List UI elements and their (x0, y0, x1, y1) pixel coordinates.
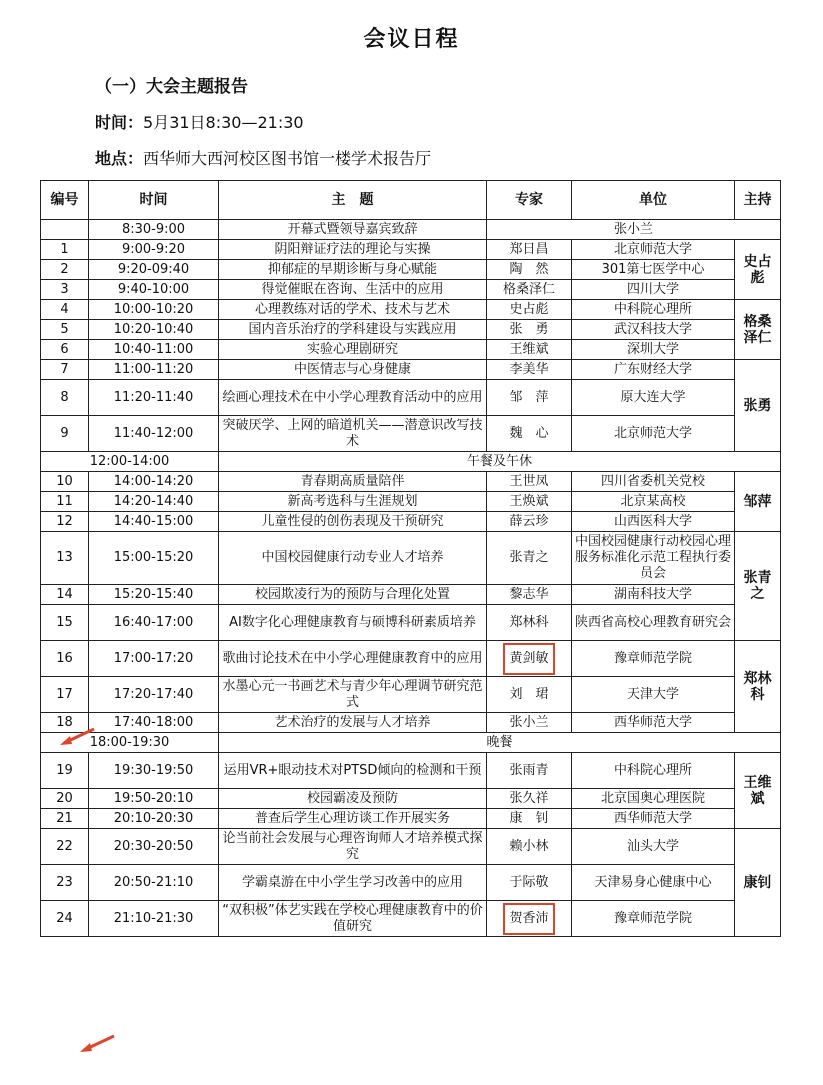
host-cell: 郑林科 (735, 641, 781, 733)
header-host: 主持 (735, 181, 781, 220)
row-no: 21 (41, 809, 89, 829)
row-unit: 深圳大学 (572, 340, 735, 360)
table-row (41, 677, 781, 713)
table-row (41, 360, 781, 380)
row-expert (487, 641, 572, 677)
row-unit: 天津大学 (572, 677, 735, 713)
table-row (41, 713, 781, 733)
row-no: 23 (41, 865, 89, 901)
table-row (41, 320, 781, 340)
table-row (41, 416, 781, 452)
table-row (41, 492, 781, 512)
row-unit: 301第七医学中心 (572, 260, 735, 280)
row-time: 14:40-15:00 (89, 512, 219, 532)
header-no: 编号 (41, 181, 89, 220)
row-no: 15 (41, 605, 89, 641)
table-row (41, 240, 781, 260)
table-row (41, 789, 781, 809)
row-unit: 原大连大学 (572, 380, 735, 416)
table-row (41, 380, 781, 416)
row-no: 17 (41, 677, 89, 713)
row-time: 10:40-11:00 (89, 340, 219, 360)
host-cell: 王维斌 (735, 753, 781, 829)
row-topic: 校园欺凌行为的预防与合理化处置 (219, 585, 487, 605)
table-row (41, 605, 781, 641)
row-expert: 黎志华 (487, 585, 572, 605)
row-no: 24 (41, 901, 89, 937)
row-time: 17:00-17:20 (89, 641, 219, 677)
row-expert (487, 901, 572, 937)
table-row (41, 340, 781, 360)
row-expert: 史占彪 (487, 300, 572, 320)
row-topic: 运用VR+眼动技术对PTSD倾向的检测和干预 (219, 753, 487, 789)
schedule-table (40, 180, 781, 937)
row-expert: 魏 心 (487, 416, 572, 452)
break-row (41, 733, 781, 753)
host-cell: 康钊 (735, 829, 781, 937)
row-time: 19:30-19:50 (89, 753, 219, 789)
row-unit: 西华师范大学 (572, 713, 735, 733)
row-time: 17:40-18:00 (89, 713, 219, 733)
row-unit: 四川省委机关党校 (572, 472, 735, 492)
break-label: 午餐及午休 (219, 452, 781, 472)
row-time: 15:00-15:20 (89, 532, 219, 585)
row-time: 15:20-15:40 (89, 585, 219, 605)
host-cell: 史占彪 (735, 240, 781, 300)
row-unit: 陕西省高校心理教育研究会 (572, 605, 735, 641)
table-row (41, 901, 781, 937)
row-no: 13 (41, 532, 89, 585)
row-no: 22 (41, 829, 89, 865)
highlighted-expert: 黄剑敏 (503, 643, 554, 675)
host-cell: 格桑泽仁 (735, 300, 781, 360)
row-no: 12 (41, 512, 89, 532)
row-unit: 中科院心理所 (572, 300, 735, 320)
row-expert: 赖小林 (487, 829, 572, 865)
row-no: 18 (41, 713, 89, 733)
row-unit: 西华师范大学 (572, 809, 735, 829)
row-no: 8 (41, 380, 89, 416)
row-no: 4 (41, 300, 89, 320)
row-topic: AI数字化心理健康教育与硕博科研素质培养 (219, 605, 487, 641)
row-topic: 普查后学生心理访谈工作开展实务 (219, 809, 487, 829)
table-row (41, 260, 781, 280)
row-unit: 豫章师范学院 (572, 901, 735, 937)
row-time: 9:00-9:20 (89, 240, 219, 260)
row-unit: 豫章师范学院 (572, 641, 735, 677)
place-info (95, 146, 431, 169)
row-time: 19:50-20:10 (89, 789, 219, 809)
row-no: 7 (41, 360, 89, 380)
row-expert: 刘 珺 (487, 677, 572, 713)
row-time: 17:20-17:40 (89, 677, 219, 713)
row-time: 20:10-20:30 (89, 809, 219, 829)
table-row (41, 532, 781, 585)
row-time: 21:10-21:30 (89, 901, 219, 937)
opening-topic: 开幕式暨领导嘉宾致辞 (219, 220, 487, 240)
row-unit: 天津易身心健康中心 (572, 865, 735, 901)
row-unit: 武汉科技大学 (572, 320, 735, 340)
row-unit: 中科院心理所 (572, 753, 735, 789)
table-row (41, 829, 781, 865)
row-no: 10 (41, 472, 89, 492)
section-heading: （一）大会主题报告 (95, 77, 248, 97)
row-time: 14:00-14:20 (89, 472, 219, 492)
row-no: 3 (41, 280, 89, 300)
row-expert: 格桑泽仁 (487, 280, 572, 300)
time-label: 时间： (95, 113, 144, 132)
row-no: 11 (41, 492, 89, 512)
row-unit: 四川大学 (572, 280, 735, 300)
row-unit: 北京师范大学 (572, 416, 735, 452)
row-time: 9:20-09:40 (89, 260, 219, 280)
row-expert: 张久祥 (487, 789, 572, 809)
row-unit: 北京某高校 (572, 492, 735, 512)
row-time: 10:20-10:40 (89, 320, 219, 340)
table-row (41, 512, 781, 532)
row-expert: 王世凤 (487, 472, 572, 492)
row-topic: 水墨心元一书画艺术与青少年心理调节研究范式 (219, 677, 487, 713)
host-cell: 邹萍 (735, 472, 781, 532)
row-expert: 康 钊 (487, 809, 572, 829)
row-unit: 广东财经大学 (572, 360, 735, 380)
row-expert: 薛云珍 (487, 512, 572, 532)
row-no: 14 (41, 585, 89, 605)
break-time: 18:00-19:30 (41, 733, 219, 753)
break-row (41, 452, 781, 472)
row-topic: 中国校园健康行动专业人才培养 (219, 532, 487, 585)
time-info (95, 110, 304, 133)
row-unit: 中国校园健康行动校园心理服务标准化示范工程执行委员会 (572, 532, 735, 585)
row-topic: 艺术治疗的发展与人才培养 (219, 713, 487, 733)
row-time: 10:00-10:20 (89, 300, 219, 320)
header-time: 时间 (89, 181, 219, 220)
row-time: 11:20-11:40 (89, 380, 219, 416)
row-topic: 国内音乐治疗的学科建设与实践应用 (219, 320, 487, 340)
row-time: 9:40-10:00 (89, 280, 219, 300)
row-expert: 王维斌 (487, 340, 572, 360)
place-value: 西华师大西河校区图书馆一楼学术报告厅 (143, 149, 432, 168)
row-no: 19 (41, 753, 89, 789)
row-topic: 得觉催眠在咨询、生活中的应用 (219, 280, 487, 300)
table-row (41, 865, 781, 901)
header-topic: 主 题 (219, 181, 487, 220)
row-time: 14:20-14:40 (89, 492, 219, 512)
row-expert: 于际敬 (487, 865, 572, 901)
row-topic: 歌曲讨论技术在中小学心理健康教育中的应用 (219, 641, 487, 677)
row-time: 11:40-12:00 (89, 416, 219, 452)
row-topic: 突破厌学、上网的暗道机关——潜意识改写技术 (219, 416, 487, 452)
highlighted-expert: 贺香沛 (503, 903, 554, 935)
header-unit: 单位 (572, 181, 735, 220)
row-unit: 北京国奥心理医院 (572, 789, 735, 809)
table-row (41, 809, 781, 829)
header-expert: 专家 (487, 181, 572, 220)
row-no: 1 (41, 240, 89, 260)
row-no: 9 (41, 416, 89, 452)
red-arrow-icon (58, 725, 98, 747)
row-topic: 论当前社会发展与心理咨询师人才培养模式探究 (219, 829, 487, 865)
opening-person: 张小兰 (487, 220, 781, 240)
row-unit: 湖南科技大学 (572, 585, 735, 605)
host-cell: 张青之 (735, 532, 781, 641)
row-topic: 学霸桌游在中小学生学习改善中的应用 (219, 865, 487, 901)
row-expert: 郑日昌 (487, 240, 572, 260)
table-row (41, 753, 781, 789)
place-label: 地点： (95, 149, 144, 168)
row-expert: 张小兰 (487, 713, 572, 733)
table-row (41, 472, 781, 492)
row-expert: 陶 然 (487, 260, 572, 280)
row-time: 20:50-21:10 (89, 865, 219, 901)
row-topic: “双积极”体艺实践在学校心理健康教育中的价值研究 (219, 901, 487, 937)
break-label: 晚餐 (219, 733, 781, 753)
page-title: 会议日程 (363, 27, 460, 52)
row-topic: 校园霸凌及预防 (219, 789, 487, 809)
row-topic: 绘画心理技术在中小学心理教育活动中的应用 (219, 380, 487, 416)
row-unit: 北京师范大学 (572, 240, 735, 260)
row-time: 16:40-17:00 (89, 605, 219, 641)
row-unit: 汕头大学 (572, 829, 735, 865)
table-row (41, 300, 781, 320)
row-no: 20 (41, 789, 89, 809)
row-expert: 邹 萍 (487, 380, 572, 416)
row-time: 20:30-20:50 (89, 829, 219, 865)
row-expert: 李美华 (487, 360, 572, 380)
row-expert: 张雨青 (487, 753, 572, 789)
table-row (41, 280, 781, 300)
row-expert: 郑林科 (487, 605, 572, 641)
row-no: 2 (41, 260, 89, 280)
red-arrow-icon (78, 1032, 118, 1054)
row-no: 6 (41, 340, 89, 360)
row-unit: 山西医科大学 (572, 512, 735, 532)
table-row (41, 585, 781, 605)
opening-time: 8:30-9:00 (89, 220, 219, 240)
row-topic: 实验心理剧研究 (219, 340, 487, 360)
break-time: 12:00-14:00 (41, 452, 219, 472)
row-expert: 王焕斌 (487, 492, 572, 512)
row-no: 16 (41, 641, 89, 677)
opening-row (41, 220, 781, 240)
table-row (41, 641, 781, 677)
row-topic: 心理教练对话的学术、技术与艺术 (219, 300, 487, 320)
row-no: 5 (41, 320, 89, 340)
table-header-row (41, 181, 781, 220)
row-topic: 阴阳辩证疗法的理论与实操 (219, 240, 487, 260)
host-cell: 张勇 (735, 360, 781, 452)
row-expert: 张 勇 (487, 320, 572, 340)
row-expert: 张青之 (487, 532, 572, 585)
row-time: 11:00-11:20 (89, 360, 219, 380)
row-topic: 儿童性侵的创伤表现及干预研究 (219, 512, 487, 532)
row-topic: 青春期高质量陪伴 (219, 472, 487, 492)
row-topic: 中医情志与心身健康 (219, 360, 487, 380)
row-topic: 新高考选科与生涯规划 (219, 492, 487, 512)
time-value: 5月31日8:30—21:30 (143, 113, 304, 132)
row-topic: 抑郁症的早期诊断与身心赋能 (219, 260, 487, 280)
